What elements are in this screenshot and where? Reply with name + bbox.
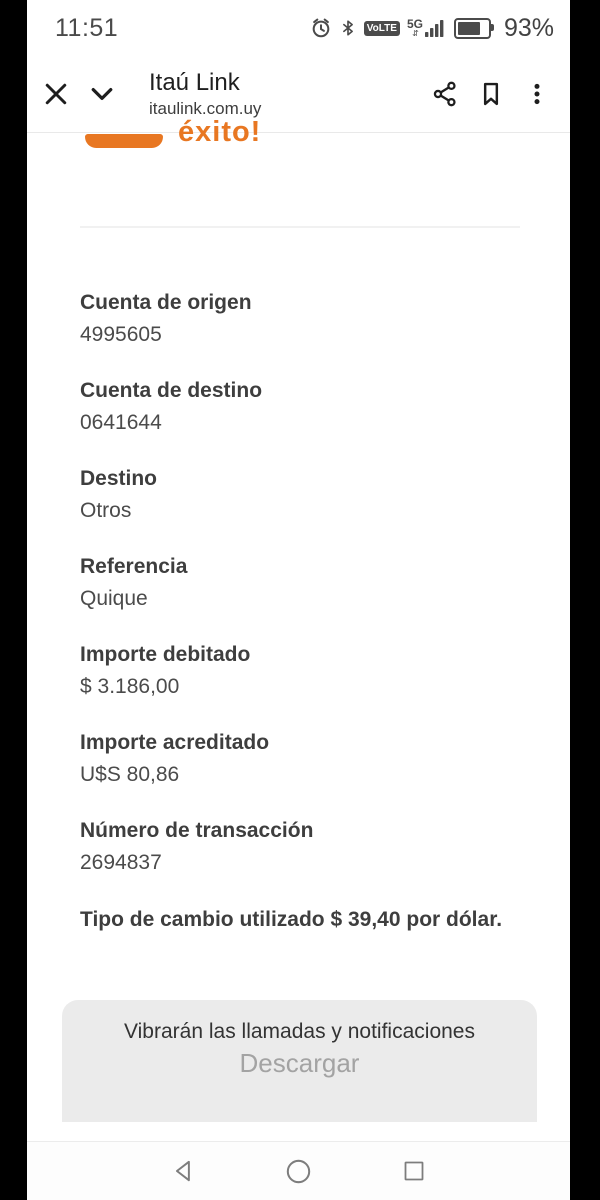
site-title-block — [149, 69, 422, 119]
field-value: Otros — [80, 499, 132, 522]
field-numero-transaccion — [80, 815, 530, 879]
overflow-menu-button[interactable] — [514, 66, 560, 122]
alarm-icon — [310, 17, 332, 39]
nav-home-button[interactable] — [286, 1158, 312, 1184]
field-importe-acreditado — [80, 727, 530, 791]
field-cuenta-destino — [80, 375, 530, 439]
overflow-menu-icon — [524, 80, 550, 108]
field-destino — [80, 463, 530, 527]
field-value: 4995605 — [80, 323, 162, 346]
share-icon — [431, 80, 459, 108]
screen — [27, 0, 570, 1200]
chevron-down-icon — [87, 79, 117, 109]
field-label: Importe debitado — [80, 643, 251, 666]
bookmark-button[interactable] — [468, 66, 514, 122]
field-value: U$S 80,86 — [80, 763, 180, 786]
transaction-details — [27, 228, 570, 879]
share-button[interactable] — [422, 66, 468, 122]
browser-header — [27, 56, 570, 133]
battery-icon — [454, 18, 491, 39]
field-label: Número de transacción — [80, 819, 314, 842]
page-content — [27, 116, 570, 936]
exchange-rate-note: Tipo de cambio utilizado $ 39,40 por dólar. — [80, 908, 503, 931]
status-bar — [27, 0, 570, 56]
field-importe-debitado — [80, 639, 530, 703]
field-cuenta-origen — [80, 287, 530, 351]
field-value: $ 3.186,00 — [80, 675, 180, 698]
back-icon — [171, 1158, 197, 1184]
clock-time: 11:51 — [55, 13, 119, 42]
download-button[interactable]: Descargar — [239, 1048, 360, 1078]
close-button[interactable] — [33, 66, 79, 122]
signal-5g-icon: 5G ⇵ — [407, 18, 447, 38]
close-icon — [41, 79, 71, 109]
field-value: 2694837 — [80, 851, 162, 874]
status-icons — [310, 14, 554, 43]
nav-recents-button[interactable] — [401, 1158, 427, 1184]
success-illustration-fragment — [85, 134, 163, 148]
field-label: Cuenta de destino — [80, 379, 263, 402]
field-label: Destino — [80, 467, 158, 490]
field-value: 0641644 — [80, 411, 162, 434]
collapse-button[interactable] — [79, 66, 125, 122]
bookmark-icon — [477, 80, 505, 108]
success-message-cropped — [27, 116, 570, 151]
recents-icon — [402, 1159, 426, 1183]
volte-badge: VoLTE — [364, 21, 400, 36]
vibration-toast: Vibrarán las llamadas y notificaciones — [124, 1020, 475, 1043]
field-value: Quique — [80, 587, 148, 610]
home-icon — [285, 1158, 312, 1185]
page-url: itaulink.com.uy — [149, 99, 262, 118]
toast-over-download — [62, 1000, 537, 1122]
field-label: Referencia — [80, 555, 188, 578]
page-title: Itaú Link — [149, 69, 240, 96]
field-label: Cuenta de origen — [80, 291, 252, 314]
field-label: Importe acreditado — [80, 731, 270, 754]
nav-back-button[interactable] — [171, 1158, 197, 1184]
success-text-fragment: éxito! — [178, 116, 262, 148]
battery-percent: 93% — [503, 13, 554, 42]
field-referencia — [80, 551, 530, 615]
bluetooth-icon — [339, 17, 357, 39]
android-nav-bar — [27, 1141, 570, 1200]
